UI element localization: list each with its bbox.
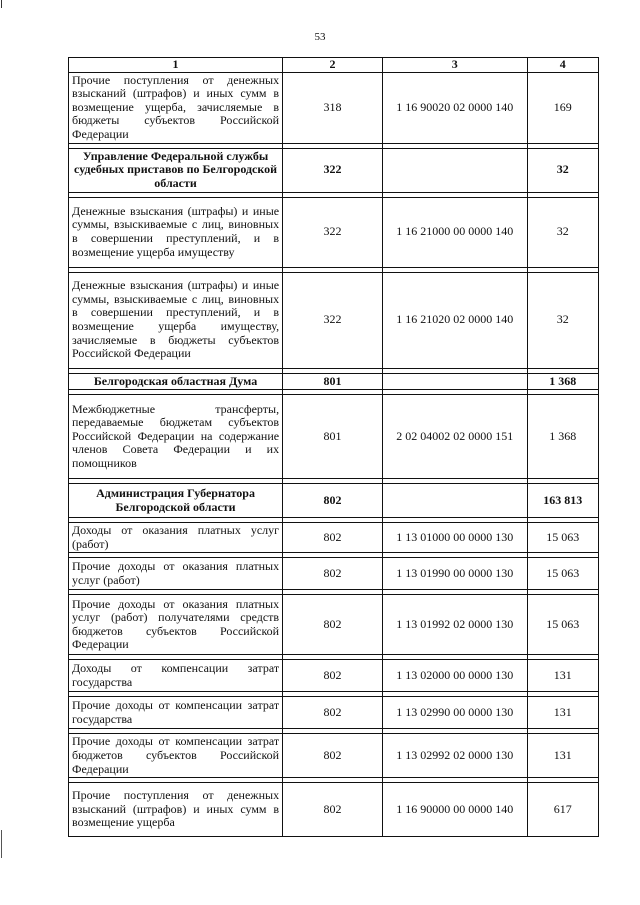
row-name: Прочие поступления от денежных взысканий (штрафов) и иных сумм в возмещение ущерба — [69, 783, 283, 837]
row-name: Прочие доходы от компенсации затрат государства — [69, 697, 283, 729]
table-row — [69, 395, 599, 479]
scan-edge-mark — [1, 830, 2, 858]
row-name: Управление Федеральной службы судебных приставов по Белгородской области — [69, 148, 283, 192]
row-name: Прочие доходы от оказания платных услуг (работ) — [69, 558, 283, 590]
row-amount: 15 063 — [527, 558, 598, 590]
row-budget-code: 1 13 01992 02 0000 130 — [382, 595, 527, 655]
table-body — [69, 72, 599, 837]
row-amount: 131 — [527, 660, 598, 692]
row-amount: 163 813 — [527, 484, 598, 518]
table-row — [69, 697, 599, 729]
row-admin-code: 801 — [283, 373, 383, 390]
table-row — [69, 783, 599, 837]
row-amount: 15 063 — [527, 523, 598, 553]
table-row — [69, 373, 599, 390]
row-amount: 1 368 — [527, 395, 598, 479]
table-row — [69, 484, 599, 518]
row-name: Белгородская областная Дума — [69, 373, 283, 390]
row-admin-code: 802 — [283, 484, 383, 518]
row-budget-code: 1 16 21000 00 0000 140 — [382, 197, 527, 267]
row-amount: 617 — [527, 783, 598, 837]
row-name: Доходы от компенсации затрат государства — [69, 660, 283, 692]
row-budget-code: 1 13 01990 00 0000 130 — [382, 558, 527, 590]
row-budget-code: 2 02 04002 02 0000 151 — [382, 395, 527, 479]
row-name: Прочие доходы от оказания платных услуг (работ) получателями средств бюджетов субъектов Российской Федерации — [69, 595, 283, 655]
header-col-3: 3 — [382, 58, 527, 73]
header-col-4: 4 — [527, 58, 598, 73]
row-name: Администрация Губернатора Белгородской области — [69, 484, 283, 518]
table-row — [69, 523, 599, 553]
row-budget-code — [382, 148, 527, 192]
revenue-table — [68, 57, 599, 837]
row-budget-code: 1 16 21020 02 0000 140 — [382, 272, 527, 368]
row-budget-code: 1 13 02000 00 0000 130 — [382, 660, 527, 692]
row-name: Прочие поступления от денежных взысканий (штрафов) и иных сумм в возмещение ущерба, зачисляемые в бюджеты субъектов Российской Федерации — [69, 72, 283, 143]
row-amount: 1 368 — [527, 373, 598, 390]
row-admin-code: 322 — [283, 148, 383, 192]
row-name: Денежные взыскания (штрафы) и иные суммы, взыскиваемые с лиц, виновных в совершении преступлений, и в возмещение ущерба имуществу — [69, 197, 283, 267]
table-row — [69, 660, 599, 692]
row-amount: 15 063 — [527, 595, 598, 655]
row-amount: 169 — [527, 72, 598, 143]
row-amount: 131 — [527, 734, 598, 778]
table-row — [69, 148, 599, 192]
row-name: Межбюджетные трансферты, передаваемые бюджетам субъектов Российской Федерации на содержание членов Совета Федерации и их помощников — [69, 395, 283, 479]
row-admin-code: 322 — [283, 272, 383, 368]
row-admin-code: 802 — [283, 734, 383, 778]
row-admin-code: 322 — [283, 197, 383, 267]
row-amount: 131 — [527, 697, 598, 729]
table-row — [69, 197, 599, 267]
row-admin-code: 318 — [283, 72, 383, 143]
row-budget-code: 1 16 90020 02 0000 140 — [382, 72, 527, 143]
row-name: Доходы от оказания платных услуг (работ) — [69, 523, 283, 553]
row-name: Прочие доходы от компенсации затрат бюджетов субъектов Российской Федерации — [69, 734, 283, 778]
row-budget-code — [382, 373, 527, 390]
header-col-2: 2 — [283, 58, 383, 73]
row-admin-code: 802 — [283, 783, 383, 837]
scan-edge-mark — [1, 0, 2, 8]
table-row — [69, 734, 599, 778]
row-admin-code: 802 — [283, 697, 383, 729]
row-budget-code: 1 13 02992 02 0000 130 — [382, 734, 527, 778]
row-name: Денежные взыскания (штрафы) и иные суммы, взыскиваемые с лиц, виновных в совершении преступлений, и в возмещение ущерба имуществу, зачисляемые в бюджеты субъектов Российской Федерации — [69, 272, 283, 368]
row-budget-code — [382, 484, 527, 518]
row-admin-code: 802 — [283, 523, 383, 553]
header-col-1: 1 — [69, 58, 283, 73]
table-row — [69, 595, 599, 655]
row-admin-code: 802 — [283, 660, 383, 692]
row-budget-code: 1 16 90000 00 0000 140 — [382, 783, 527, 837]
row-amount: 32 — [527, 148, 598, 192]
table-header-row — [69, 58, 599, 73]
row-admin-code: 802 — [283, 595, 383, 655]
page-number: 53 — [314, 31, 326, 43]
row-admin-code: 802 — [283, 558, 383, 590]
row-amount: 32 — [527, 197, 598, 267]
row-budget-code: 1 13 02990 00 0000 130 — [382, 697, 527, 729]
table-row — [69, 72, 599, 143]
row-budget-code: 1 13 01000 00 0000 130 — [382, 523, 527, 553]
table-row — [69, 272, 599, 368]
table-row — [69, 558, 599, 590]
row-amount: 32 — [527, 272, 598, 368]
row-admin-code: 801 — [283, 395, 383, 479]
